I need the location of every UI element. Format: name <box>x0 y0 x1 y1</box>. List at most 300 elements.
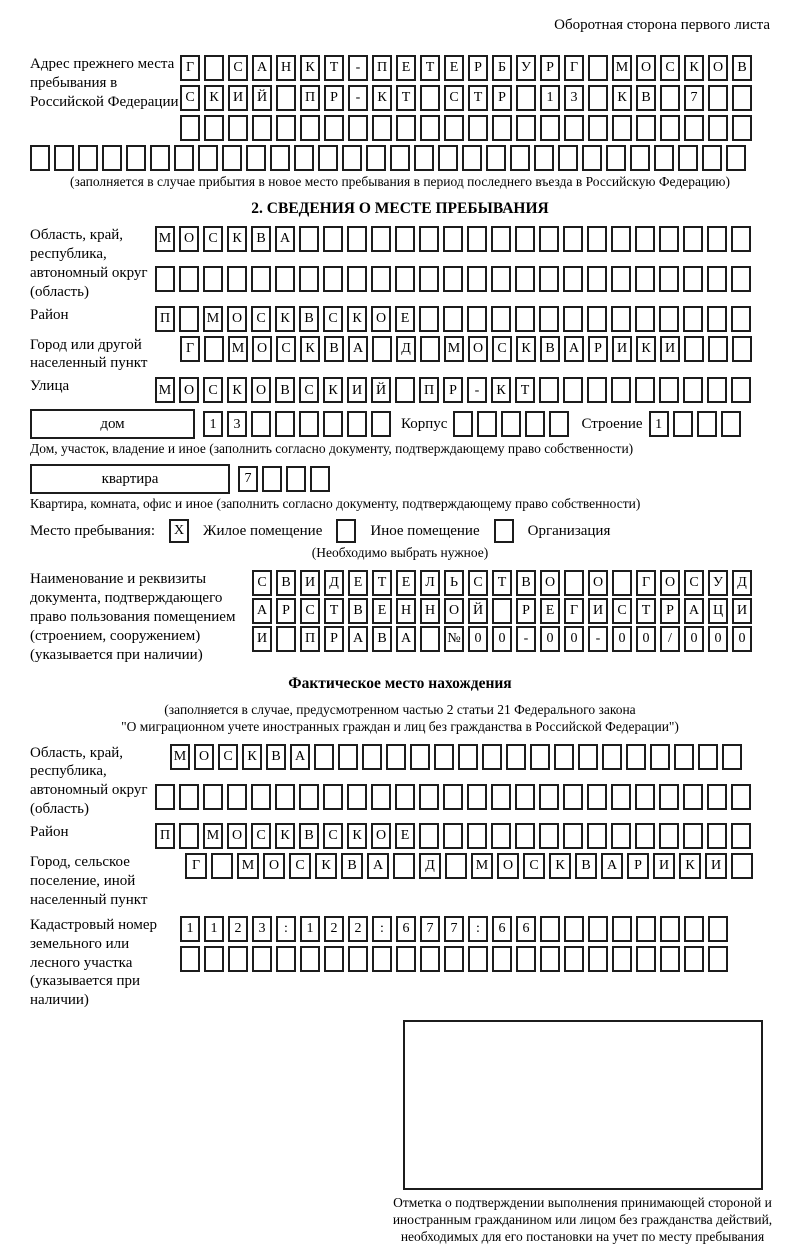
char-cell[interactable]: К <box>491 377 511 403</box>
char-cell[interactable]: Т <box>324 55 344 81</box>
char-cell[interactable] <box>516 115 536 141</box>
char-cell[interactable] <box>612 115 632 141</box>
char-cell[interactable]: : <box>468 916 488 942</box>
char-cell[interactable]: 0 <box>612 626 632 652</box>
char-cell[interactable] <box>530 744 550 770</box>
char-cell[interactable]: О <box>251 377 271 403</box>
char-cell[interactable]: О <box>179 377 199 403</box>
char-cell[interactable] <box>612 570 632 596</box>
char-cell[interactable] <box>338 744 358 770</box>
char-cell[interactable]: Г <box>564 55 584 81</box>
char-cell[interactable]: Е <box>444 55 464 81</box>
char-cell[interactable] <box>564 570 584 596</box>
char-cell[interactable] <box>348 946 368 972</box>
char-cell[interactable]: С <box>218 744 238 770</box>
char-cell[interactable] <box>420 626 440 652</box>
char-cell[interactable] <box>347 411 367 437</box>
char-cell[interactable]: К <box>549 853 571 879</box>
char-cell[interactable] <box>549 411 569 437</box>
char-cell[interactable]: М <box>228 336 248 362</box>
char-cell[interactable] <box>492 598 512 624</box>
char-cell[interactable]: М <box>203 823 223 849</box>
char-cell[interactable] <box>582 145 602 171</box>
char-cell[interactable]: 0 <box>732 626 752 652</box>
char-cell[interactable]: И <box>612 336 632 362</box>
char-cell[interactable] <box>102 145 122 171</box>
char-cell[interactable]: К <box>347 306 367 332</box>
char-cell[interactable] <box>707 784 727 810</box>
char-cell[interactable] <box>275 411 295 437</box>
char-cell[interactable] <box>174 145 194 171</box>
char-cell[interactable]: С <box>289 853 311 879</box>
char-cell[interactable] <box>324 946 344 972</box>
char-cell[interactable] <box>659 784 679 810</box>
char-cell[interactable] <box>683 226 703 252</box>
char-cell[interactable]: О <box>708 55 728 81</box>
char-cell[interactable]: С <box>203 226 223 252</box>
char-cell[interactable] <box>396 115 416 141</box>
char-cell[interactable] <box>299 411 319 437</box>
char-cell[interactable]: О <box>588 570 608 596</box>
char-cell[interactable] <box>606 145 626 171</box>
char-cell[interactable]: С <box>523 853 545 879</box>
char-cell[interactable]: О <box>263 853 285 879</box>
char-cell[interactable]: - <box>588 626 608 652</box>
char-cell[interactable]: К <box>275 306 295 332</box>
char-cell[interactable] <box>468 115 488 141</box>
char-cell[interactable]: И <box>252 626 272 652</box>
char-cell[interactable]: Р <box>324 626 344 652</box>
char-cell[interactable] <box>510 145 530 171</box>
char-cell[interactable]: П <box>155 823 175 849</box>
char-cell[interactable]: Г <box>564 598 584 624</box>
char-cell[interactable] <box>486 145 506 171</box>
char-cell[interactable]: В <box>324 336 344 362</box>
char-cell[interactable] <box>563 226 583 252</box>
char-cell[interactable]: И <box>228 85 248 111</box>
char-cell[interactable]: : <box>372 916 392 942</box>
char-cell[interactable]: А <box>290 744 310 770</box>
char-cell[interactable]: Е <box>395 306 415 332</box>
char-cell[interactable] <box>539 784 559 810</box>
char-cell[interactable]: С <box>323 823 343 849</box>
char-cell[interactable] <box>155 266 175 292</box>
char-cell[interactable] <box>467 306 487 332</box>
char-cell[interactable] <box>587 823 607 849</box>
char-cell[interactable] <box>654 145 674 171</box>
char-cell[interactable] <box>731 377 751 403</box>
char-cell[interactable]: С <box>180 85 200 111</box>
char-cell[interactable] <box>211 853 233 879</box>
char-cell[interactable] <box>420 115 440 141</box>
char-cell[interactable] <box>660 916 680 942</box>
char-cell[interactable]: Г <box>180 336 200 362</box>
char-cell[interactable]: Г <box>636 570 656 596</box>
char-cell[interactable] <box>588 115 608 141</box>
char-cell[interactable]: 7 <box>238 466 258 492</box>
char-cell[interactable] <box>323 411 343 437</box>
char-cell[interactable] <box>294 145 314 171</box>
char-cell[interactable] <box>179 306 199 332</box>
char-cell[interactable]: Р <box>492 85 512 111</box>
char-cell[interactable]: 1 <box>204 916 224 942</box>
char-cell[interactable] <box>515 266 535 292</box>
char-cell[interactable]: А <box>396 626 416 652</box>
char-cell[interactable] <box>126 145 146 171</box>
char-cell[interactable] <box>563 266 583 292</box>
char-cell[interactable] <box>482 744 502 770</box>
char-cell[interactable] <box>708 85 728 111</box>
char-cell[interactable]: У <box>708 570 728 596</box>
char-cell[interactable]: 1 <box>300 916 320 942</box>
char-cell[interactable]: 2 <box>348 916 368 942</box>
char-cell[interactable]: Д <box>732 570 752 596</box>
char-cell[interactable] <box>492 946 512 972</box>
char-cell[interactable] <box>467 226 487 252</box>
char-cell[interactable]: К <box>315 853 337 879</box>
char-cell[interactable]: К <box>684 55 704 81</box>
char-cell[interactable] <box>683 784 703 810</box>
char-cell[interactable] <box>611 266 631 292</box>
char-cell[interactable] <box>554 744 574 770</box>
char-cell[interactable]: С <box>228 55 248 81</box>
char-cell[interactable] <box>708 946 728 972</box>
char-cell[interactable]: Й <box>252 85 272 111</box>
char-cell[interactable]: Б <box>492 55 512 81</box>
char-cell[interactable] <box>539 306 559 332</box>
char-cell[interactable] <box>630 145 650 171</box>
char-cell[interactable] <box>467 266 487 292</box>
char-cell[interactable]: № <box>444 626 464 652</box>
char-cell[interactable] <box>492 115 512 141</box>
char-cell[interactable]: Р <box>443 377 463 403</box>
char-cell[interactable] <box>276 626 296 652</box>
char-cell[interactable] <box>395 377 415 403</box>
char-cell[interactable] <box>708 115 728 141</box>
char-cell[interactable] <box>414 145 434 171</box>
char-cell[interactable] <box>203 784 223 810</box>
char-cell[interactable]: С <box>660 55 680 81</box>
char-cell[interactable]: Р <box>540 55 560 81</box>
char-cell[interactable] <box>395 266 415 292</box>
char-cell[interactable] <box>698 744 718 770</box>
char-cell[interactable] <box>419 226 439 252</box>
char-cell[interactable]: 0 <box>636 626 656 652</box>
char-cell[interactable]: Ь <box>444 570 464 596</box>
char-cell[interactable]: О <box>179 226 199 252</box>
char-cell[interactable] <box>515 784 535 810</box>
char-cell[interactable]: 3 <box>564 85 584 111</box>
char-cell[interactable] <box>540 946 560 972</box>
char-cell[interactable] <box>659 266 679 292</box>
char-cell[interactable] <box>204 336 224 362</box>
char-cell[interactable] <box>516 85 536 111</box>
char-cell[interactable]: С <box>444 85 464 111</box>
char-cell[interactable]: К <box>300 336 320 362</box>
char-cell[interactable] <box>270 145 290 171</box>
char-cell[interactable] <box>445 853 467 879</box>
char-cell[interactable]: М <box>155 226 175 252</box>
char-cell[interactable]: О <box>660 570 680 596</box>
char-cell[interactable] <box>707 377 727 403</box>
char-cell[interactable]: С <box>323 306 343 332</box>
char-cell[interactable]: Г <box>180 55 200 81</box>
char-cell[interactable] <box>732 336 752 362</box>
char-cell[interactable]: Д <box>396 336 416 362</box>
char-cell[interactable] <box>539 226 559 252</box>
char-cell[interactable] <box>347 784 367 810</box>
char-cell[interactable]: Н <box>276 55 296 81</box>
char-cell[interactable] <box>611 306 631 332</box>
char-cell[interactable] <box>251 266 271 292</box>
char-cell[interactable]: П <box>155 306 175 332</box>
char-cell[interactable] <box>179 784 199 810</box>
char-cell[interactable] <box>347 226 367 252</box>
char-cell[interactable] <box>563 306 583 332</box>
char-cell[interactable] <box>635 226 655 252</box>
char-cell[interactable]: В <box>732 55 752 81</box>
char-cell[interactable] <box>612 916 632 942</box>
char-cell[interactable] <box>731 306 751 332</box>
char-cell[interactable]: - <box>516 626 536 652</box>
char-cell[interactable] <box>563 823 583 849</box>
char-cell[interactable] <box>204 55 224 81</box>
char-cell[interactable] <box>372 946 392 972</box>
char-cell[interactable] <box>228 946 248 972</box>
char-cell[interactable] <box>323 784 343 810</box>
char-cell[interactable] <box>314 744 334 770</box>
char-cell[interactable]: М <box>471 853 493 879</box>
char-cell[interactable]: К <box>636 336 656 362</box>
char-cell[interactable] <box>467 784 487 810</box>
char-cell[interactable] <box>252 946 272 972</box>
char-cell[interactable]: - <box>467 377 487 403</box>
char-cell[interactable]: О <box>468 336 488 362</box>
char-cell[interactable]: М <box>203 306 223 332</box>
char-cell[interactable] <box>372 115 392 141</box>
char-cell[interactable] <box>54 145 74 171</box>
char-cell[interactable]: К <box>679 853 701 879</box>
char-cell[interactable] <box>707 266 727 292</box>
char-cell[interactable]: Р <box>660 598 680 624</box>
char-cell[interactable] <box>390 145 410 171</box>
char-cell[interactable]: 1 <box>540 85 560 111</box>
char-cell[interactable] <box>726 145 746 171</box>
char-cell[interactable] <box>420 336 440 362</box>
char-cell[interactable] <box>318 145 338 171</box>
char-cell[interactable]: О <box>194 744 214 770</box>
char-cell[interactable] <box>222 145 242 171</box>
char-cell[interactable]: М <box>444 336 464 362</box>
char-cell[interactable] <box>300 115 320 141</box>
char-cell[interactable]: С <box>252 570 272 596</box>
char-cell[interactable] <box>558 145 578 171</box>
char-cell[interactable] <box>443 266 463 292</box>
char-cell[interactable]: Й <box>371 377 391 403</box>
char-cell[interactable] <box>228 115 248 141</box>
char-cell[interactable]: А <box>684 598 704 624</box>
char-cell[interactable] <box>635 266 655 292</box>
char-cell[interactable] <box>419 784 439 810</box>
char-cell[interactable]: 0 <box>468 626 488 652</box>
char-cell[interactable]: А <box>252 598 272 624</box>
char-cell[interactable] <box>324 115 344 141</box>
char-cell[interactable] <box>420 85 440 111</box>
char-cell[interactable]: Е <box>396 570 416 596</box>
char-cell[interactable]: 2 <box>228 916 248 942</box>
char-cell[interactable]: 0 <box>492 626 512 652</box>
char-cell[interactable] <box>708 336 728 362</box>
char-cell[interactable] <box>515 226 535 252</box>
char-cell[interactable] <box>371 411 391 437</box>
char-cell[interactable]: В <box>636 85 656 111</box>
char-cell[interactable]: В <box>266 744 286 770</box>
char-cell[interactable] <box>310 466 330 492</box>
char-cell[interactable] <box>371 266 391 292</box>
char-cell[interactable] <box>300 946 320 972</box>
char-cell[interactable]: С <box>251 306 271 332</box>
char-cell[interactable] <box>420 946 440 972</box>
char-cell[interactable]: В <box>299 306 319 332</box>
char-cell[interactable]: У <box>516 55 536 81</box>
char-cell[interactable] <box>491 784 511 810</box>
char-cell[interactable] <box>506 744 526 770</box>
char-cell[interactable]: М <box>612 55 632 81</box>
char-cell[interactable] <box>731 226 751 252</box>
char-cell[interactable]: В <box>275 377 295 403</box>
char-cell[interactable]: С <box>468 570 488 596</box>
char-cell[interactable] <box>722 744 742 770</box>
char-cell[interactable]: Т <box>492 570 512 596</box>
char-cell[interactable] <box>702 145 722 171</box>
char-cell[interactable] <box>275 784 295 810</box>
char-cell[interactable]: П <box>372 55 392 81</box>
char-cell[interactable] <box>564 115 584 141</box>
char-cell[interactable]: К <box>323 377 343 403</box>
char-cell[interactable] <box>299 266 319 292</box>
char-cell[interactable] <box>477 411 497 437</box>
char-cell[interactable]: - <box>348 85 368 111</box>
char-cell[interactable] <box>395 784 415 810</box>
char-cell[interactable]: В <box>276 570 296 596</box>
char-cell[interactable]: - <box>348 55 368 81</box>
char-cell[interactable] <box>660 85 680 111</box>
char-cell[interactable] <box>395 226 415 252</box>
char-cell[interactable]: Л <box>420 570 440 596</box>
char-cell[interactable] <box>578 744 598 770</box>
char-cell[interactable]: О <box>636 55 656 81</box>
char-cell[interactable]: Р <box>276 598 296 624</box>
char-cell[interactable]: В <box>299 823 319 849</box>
char-cell[interactable] <box>227 266 247 292</box>
char-cell[interactable] <box>563 377 583 403</box>
char-cell[interactable]: Р <box>324 85 344 111</box>
char-cell[interactable]: 2 <box>324 916 344 942</box>
char-cell[interactable]: И <box>300 570 320 596</box>
char-cell[interactable]: 6 <box>516 916 536 942</box>
char-cell[interactable] <box>443 784 463 810</box>
char-cell[interactable]: А <box>252 55 272 81</box>
char-cell[interactable] <box>707 226 727 252</box>
char-cell[interactable] <box>660 946 680 972</box>
char-cell[interactable] <box>347 266 367 292</box>
char-cell[interactable] <box>251 784 271 810</box>
char-cell[interactable]: Ц <box>708 598 728 624</box>
char-cell[interactable] <box>731 784 751 810</box>
char-cell[interactable] <box>275 266 295 292</box>
char-cell[interactable] <box>539 377 559 403</box>
char-cell[interactable]: С <box>300 598 320 624</box>
char-cell[interactable]: О <box>540 570 560 596</box>
char-cell[interactable]: С <box>299 377 319 403</box>
char-cell[interactable]: К <box>242 744 262 770</box>
char-cell[interactable]: В <box>540 336 560 362</box>
char-cell[interactable]: Р <box>468 55 488 81</box>
char-cell[interactable] <box>611 377 631 403</box>
char-cell[interactable] <box>501 411 521 437</box>
char-cell[interactable]: М <box>155 377 175 403</box>
char-cell[interactable] <box>276 946 296 972</box>
char-cell[interactable]: К <box>612 85 632 111</box>
char-cell[interactable]: Т <box>515 377 535 403</box>
char-cell[interactable]: Е <box>348 570 368 596</box>
char-cell[interactable]: К <box>300 55 320 81</box>
char-cell[interactable] <box>659 823 679 849</box>
char-cell[interactable]: А <box>348 626 368 652</box>
char-cell[interactable] <box>588 85 608 111</box>
char-cell[interactable]: 7 <box>684 85 704 111</box>
char-cell[interactable] <box>515 823 535 849</box>
char-cell[interactable] <box>362 744 382 770</box>
char-cell[interactable]: Т <box>420 55 440 81</box>
char-cell[interactable]: П <box>419 377 439 403</box>
char-cell[interactable] <box>371 226 391 252</box>
char-cell[interactable] <box>731 823 751 849</box>
char-cell[interactable]: Е <box>396 55 416 81</box>
char-cell[interactable] <box>683 266 703 292</box>
char-cell[interactable] <box>636 946 656 972</box>
char-cell[interactable]: И <box>588 598 608 624</box>
char-cell[interactable] <box>708 916 728 942</box>
char-cell[interactable]: 7 <box>444 916 464 942</box>
char-cell[interactable]: С <box>492 336 512 362</box>
char-cell[interactable] <box>444 115 464 141</box>
char-cell[interactable] <box>393 853 415 879</box>
char-cell[interactable] <box>683 377 703 403</box>
char-cell[interactable] <box>262 466 282 492</box>
char-cell[interactable] <box>611 823 631 849</box>
char-cell[interactable] <box>342 145 362 171</box>
char-cell[interactable] <box>587 784 607 810</box>
char-cell[interactable]: 0 <box>564 626 584 652</box>
char-cell[interactable] <box>587 266 607 292</box>
char-cell[interactable] <box>396 946 416 972</box>
char-cell[interactable] <box>467 823 487 849</box>
char-cell[interactable] <box>674 744 694 770</box>
char-cell[interactable] <box>198 145 218 171</box>
char-cell[interactable]: В <box>575 853 597 879</box>
char-cell[interactable]: А <box>275 226 295 252</box>
char-cell[interactable]: И <box>705 853 727 879</box>
char-cell[interactable] <box>635 823 655 849</box>
char-cell[interactable] <box>650 744 670 770</box>
char-cell[interactable]: И <box>347 377 367 403</box>
char-cell[interactable]: И <box>653 853 675 879</box>
char-cell[interactable] <box>732 115 752 141</box>
char-cell[interactable]: М <box>170 744 190 770</box>
char-cell[interactable] <box>636 916 656 942</box>
char-cell[interactable]: 1 <box>649 411 669 437</box>
